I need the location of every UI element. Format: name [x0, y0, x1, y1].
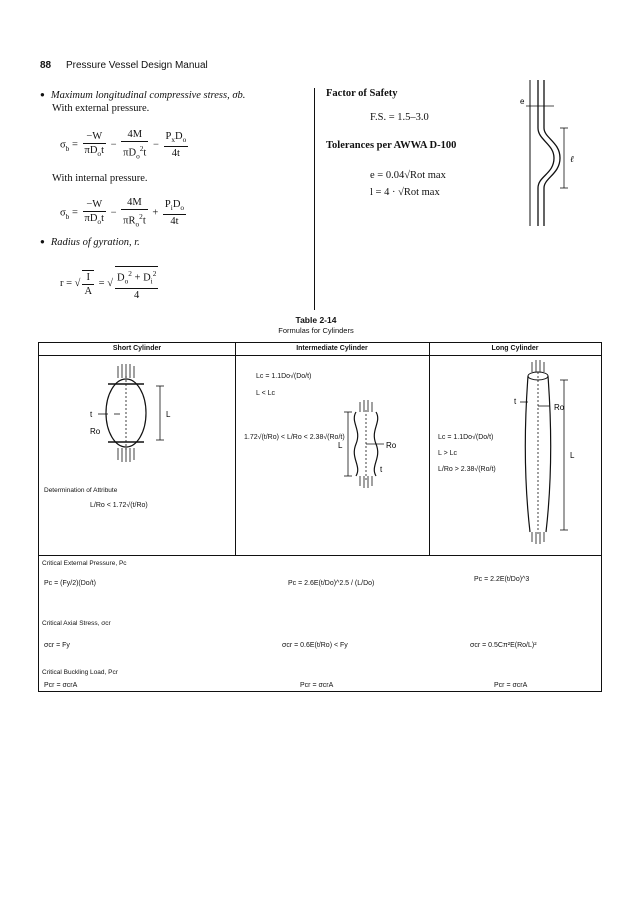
intermediate-t-label: t	[380, 465, 383, 474]
intermediate-lc: Lc = 1.1Do√(Do/t)	[256, 373, 312, 380]
header-long: Long Cylinder	[491, 345, 539, 352]
e-label: e	[520, 97, 525, 106]
intermediate-ro-label: Ro	[386, 441, 397, 450]
row-external-label: Critical External Pressure, Pc	[42, 560, 127, 567]
intermediate-range: 1.72√(t/Ro) < L/Ro < 2.38√(Ro/t)	[244, 434, 345, 441]
long-pc: Pc = 2.2E(t/Do)^3	[474, 576, 530, 583]
long-lc: Lc = 1.1Do√(Do/t)	[438, 434, 494, 441]
short-cylinder-diagram	[80, 362, 190, 472]
row-buckling-label: Critical Buckling Load, Pcr	[42, 669, 118, 676]
long-cylinder-diagram	[510, 360, 590, 546]
external-pressure-label: With external pressure.	[52, 103, 150, 114]
column-divider	[314, 88, 315, 310]
intermediate-cylinder-diagram	[338, 400, 412, 490]
short-pc: Pc = (Fy/2)(Do/t)	[44, 580, 96, 587]
col-divider-1	[235, 343, 236, 555]
intermediate-buckling: Pcr = σcrA	[300, 682, 334, 689]
header-divider	[39, 355, 601, 356]
shell-outer-line	[538, 80, 554, 226]
table-title: Table 2-14	[295, 315, 337, 325]
tolerance-e: e = 0.04√Rot max	[370, 170, 446, 181]
short-t-label: t	[90, 410, 93, 419]
long-ro-label: Ro	[554, 403, 565, 412]
short-condition: L/Ro < 1.72√(t/Ro)	[90, 502, 148, 509]
tolerance-diagram	[520, 78, 590, 228]
compressive-stress-title: Maximum longitudinal compressive stress, σb.	[50, 90, 246, 101]
header-intermediate: Intermediate Cylinder	[296, 345, 368, 352]
external-stress-equation: $\sigma_b$ = $\frac{-W}{\pi D_ot}$ − $\frac{4M}{\pi D_o^2t}$ − $\frac{P_xD_o}{4t}$	[60, 129, 187, 161]
intermediate-pc: Pc = 2.6E(t/Do)^2.5 / (L/Do)	[288, 580, 375, 587]
bullet-compressive-stress	[40, 90, 245, 101]
col-divider-2	[429, 343, 430, 555]
intermediate-axial: σcr = 0.6E(t/Ro) < Fy	[282, 642, 348, 649]
short-ro-label: Ro	[90, 427, 101, 436]
long-axial: σcr = 0.5Cπ²E(Ro/L)²	[470, 642, 537, 649]
shell-inner-line	[544, 80, 560, 226]
page-number: 88	[40, 60, 52, 71]
long-l-label: L	[570, 451, 575, 460]
internal-stress-equation: $\sigma_b$ = $\frac{-W}{\pi D_ot}$ − $\frac{4M}{\pi R_o^2t}$ + $\frac{P_iD_o}{4t}$	[60, 197, 185, 229]
determination-label: Determination of Attribute	[44, 487, 118, 494]
short-buckling: Pcr = σcrA	[44, 682, 78, 689]
bullet-radius-gyration	[40, 237, 140, 248]
factor-of-safety-value: F.S. = 1.5–3.0	[370, 112, 429, 123]
row-axial-label: Critical Axial Stress, σcr	[42, 620, 111, 627]
long-condition: L/Ro > 2.38√(Ro/t)	[438, 466, 496, 473]
long-t-label: t	[514, 397, 517, 406]
short-axial: σcr = Fy	[44, 642, 70, 649]
table-subtitle: Formulas for Cylinders	[278, 326, 354, 335]
tolerance-l: l = 4 · √Rot max	[370, 187, 440, 198]
long-buckling: Pcr = σcrA	[494, 682, 528, 689]
internal-pressure-label: With internal pressure.	[52, 173, 148, 184]
tolerances-title: Tolerances per AWWA D-100	[326, 140, 457, 151]
l-label: ℓ	[570, 154, 574, 164]
long-gt: L > Lc	[438, 450, 458, 457]
diagram-row-divider	[39, 555, 601, 556]
header-short: Short Cylinder	[112, 345, 162, 352]
radius-gyration-equation: r = √ $\frac{I}{A}$ = √ $\frac{D_o^2 + D_i^2}{4}$	[60, 266, 160, 302]
intermediate-lt: L < Lc	[256, 390, 276, 397]
intermediate-l-label: L	[338, 441, 343, 450]
book-title: Pressure Vessel Design Manual	[66, 60, 208, 71]
radius-gyration-title: Radius of gyration, r.	[50, 237, 140, 248]
short-l-label: L	[166, 410, 171, 419]
factor-of-safety-title: Factor of Safety	[326, 88, 398, 99]
